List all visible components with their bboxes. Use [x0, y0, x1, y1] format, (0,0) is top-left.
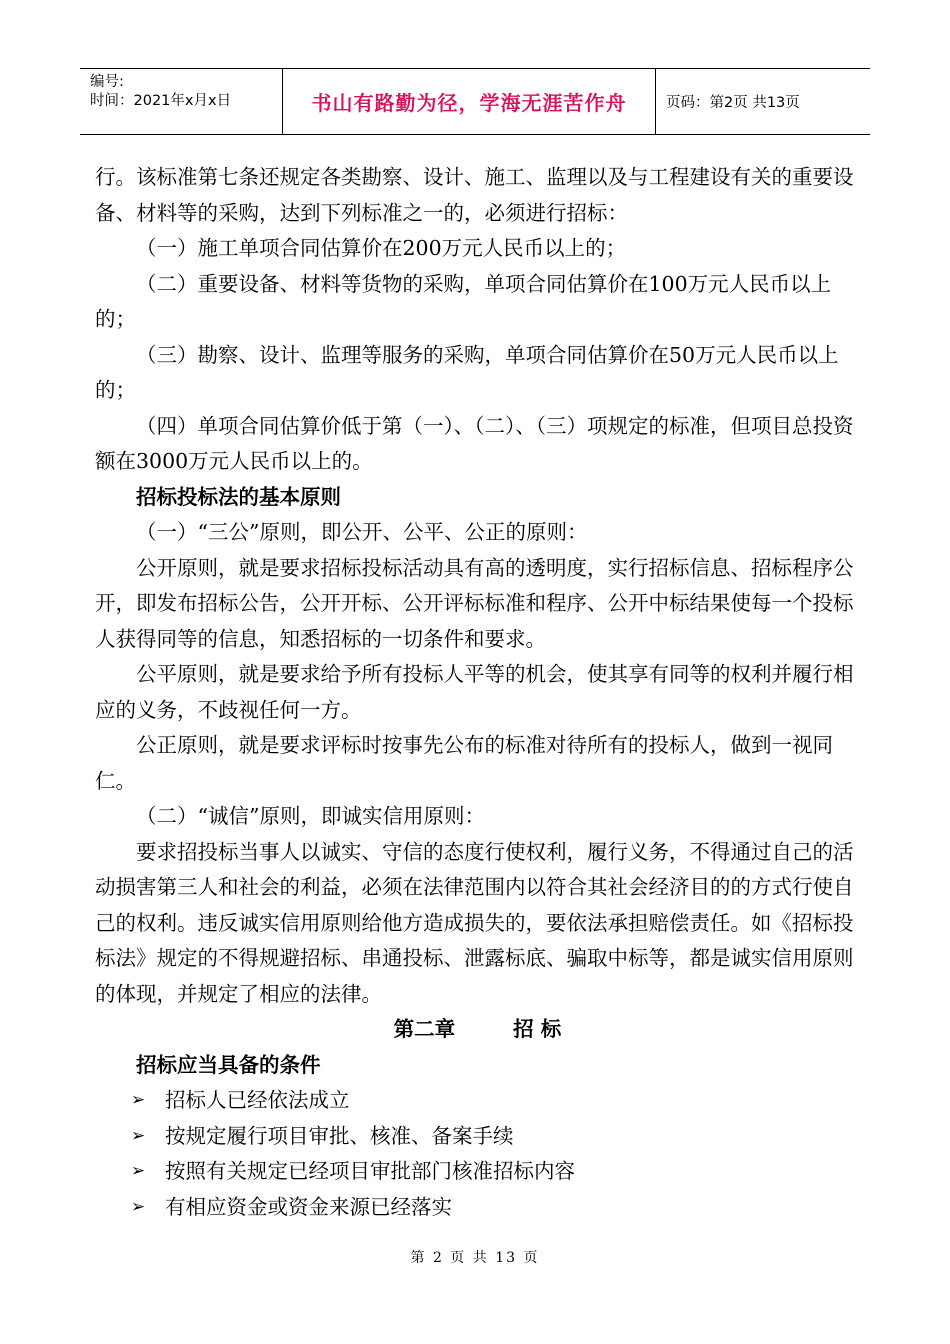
- page-footer: 第 2 页 共 13 页: [410, 1250, 540, 1266]
- document-number-label: 编号:: [90, 74, 124, 90]
- list-item: [95, 1119, 860, 1155]
- list-item: [95, 1083, 860, 1119]
- section-heading: 招标应当具备的条件: [136, 1052, 321, 1077]
- list-item-text: 按照有关规定已经项目审批部门核准招标内容: [165, 1159, 575, 1183]
- paragraph: 公开原则，就是要求招标投标活动具有高的透明度，实行招标信息、招标程序公开，即发布招标公告，公开开标、公开评标标准和程序、公开中标结果使每一个投标人获得同等的信息，知悉招标的一切条件和要求。: [95, 555, 854, 651]
- list-item: [95, 1190, 860, 1226]
- document-time-label: 时间：2021年x月x日: [90, 93, 232, 109]
- paragraph: 行。该标准第七条还规定各类勘察、设计、施工、监理以及与工程建设有关的重要设备、材料等的采购，达到下列标准之一的，必须进行招标：: [95, 165, 854, 225]
- arrow-bullet-icon: ➢: [131, 1161, 146, 1181]
- paragraph: （二）“诚信”原则，即诚实信用原则：: [136, 804, 485, 828]
- chapter-number: 第二章: [393, 1017, 456, 1041]
- chapter-title: 招 标: [513, 1017, 562, 1041]
- paragraph: （三）勘察、设计、监理等服务的采购，单项合同估算价在50万元人民币以上的；: [95, 342, 839, 402]
- paragraph: （一）施工单项合同估算价在200万元人民币以上的；: [136, 236, 627, 260]
- chapter-heading: [95, 1012, 860, 1048]
- paragraph: （二）重要设备、材料等货物的采购，单项合同估算价在100万元人民币以上的；: [95, 271, 832, 331]
- document-body: [95, 160, 860, 1225]
- paragraph: 公平原则，就是要求给予所有投标人平等的机会，使其享有同等的权利并履行相应的义务，不歧视任何一方。: [95, 662, 854, 722]
- list-item-text: 有相应资金或资金来源已经落实: [165, 1194, 452, 1219]
- arrow-bullet-icon: ➢: [131, 1196, 146, 1217]
- paragraph: 要求招投标当事人以诚实、守信的态度行使权利，履行义务，不得通过自己的活动损害第三人和社会的利益，必须在法律范围内以符合其社会经济目的的方式行使自己的权利。违反诚实信用原则给他方造成损失的，要依法承担赔偿责任。如《招标投标法》规定的不得规避招标、串通投标、泄露标底、骗取中标等，都是诚实信用原则的体现，并规定了相应的法律。: [95, 839, 854, 1006]
- arrow-bullet-icon: ➢: [131, 1125, 146, 1146]
- header-page-info: 页码：第2页 共13页: [666, 95, 800, 111]
- page-header: [80, 68, 870, 135]
- list-item-text: 招标人已经依法成立: [165, 1088, 350, 1112]
- paragraph: （四）单项合同估算价低于第（一）、（二）、（三）项规定的标准，但项目总投资额在3000万元人民币以上的。: [95, 413, 854, 473]
- section-heading: 招标投标法的基本原则: [136, 484, 341, 509]
- header-meta: [80, 69, 283, 134]
- paragraph: 公正原则，就是要求评标时按事先公布的标准对待所有的投标人，做到一视同仁。: [95, 733, 833, 793]
- header-motto: 书山有路勤为径，学海无涯苦作舟: [283, 69, 656, 134]
- list-item: [95, 1154, 860, 1190]
- list-item-text: 按规定履行项目审批、核准、备案手续: [165, 1123, 514, 1148]
- paragraph: （一）“三公”原则，即公开、公平、公正的原则：: [136, 520, 588, 544]
- arrow-bullet-icon: ➢: [131, 1090, 146, 1110]
